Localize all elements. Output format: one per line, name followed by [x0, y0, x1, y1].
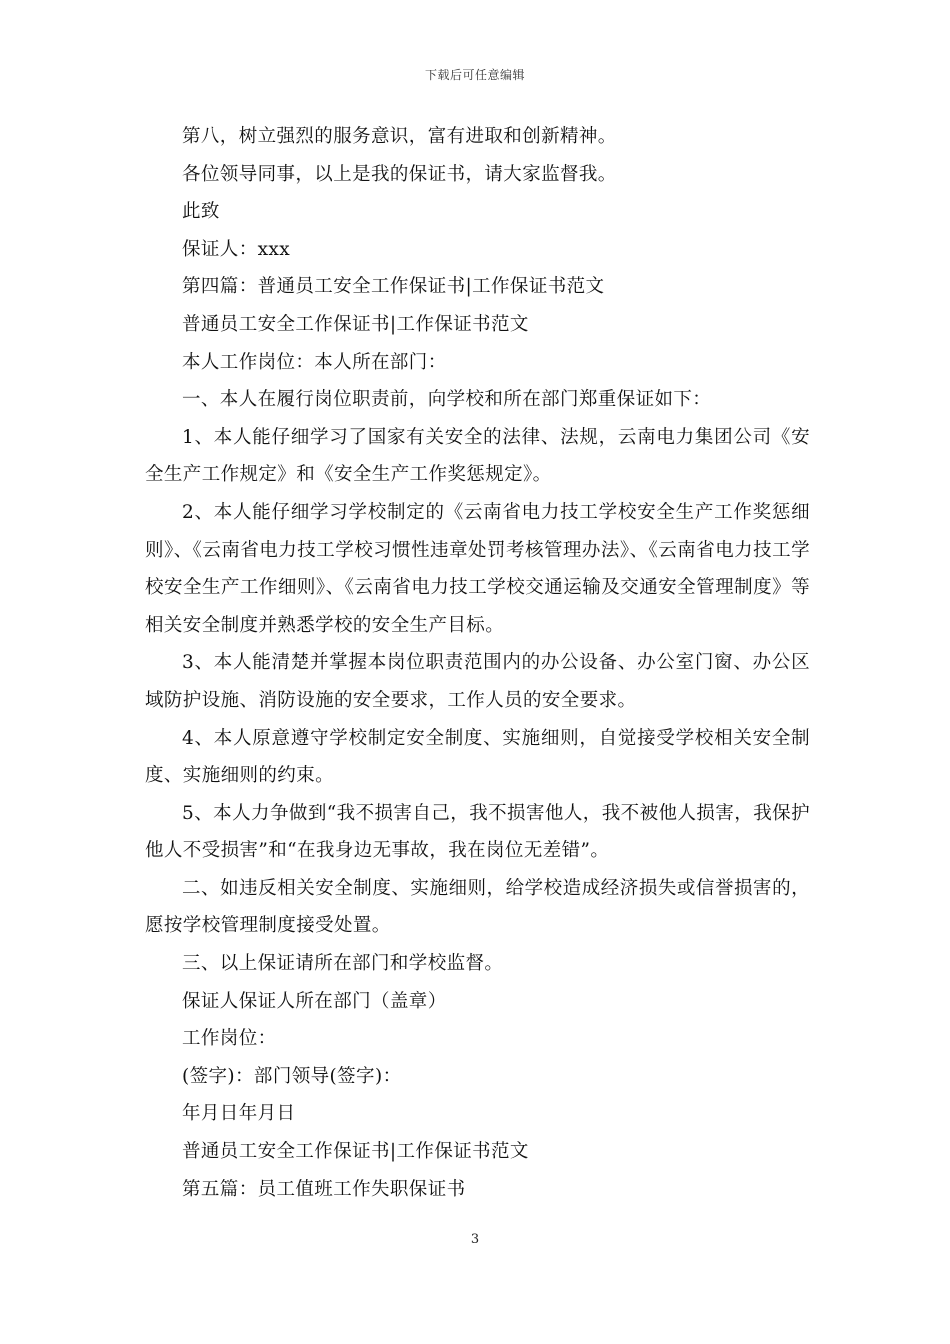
signature-line: (签字)：部门领导(签字)： — [182, 1065, 402, 1087]
paragraph: 保证人：xxx — [182, 238, 291, 260]
paragraph: 5、本人力争做到“我不损害自己，我不损害他人，我不被他人损害，我保护他人不受损害”和“在我身边无事故，我在岗位无差错”。 — [145, 802, 810, 862]
paragraph: 本人工作岗位：本人所在部门： — [182, 351, 447, 373]
date-line: 年月日年月日 — [182, 1103, 296, 1125]
document-body — [145, 118, 810, 1208]
paragraph: 此致 — [182, 201, 220, 223]
document-title: 普通员工安全工作保证书|工作保证书范文 — [182, 313, 529, 335]
section-heading: 第五篇：员工值班工作失职保证书 — [182, 1178, 466, 1200]
page-number: 3 — [470, 1232, 480, 1247]
paragraph: 4、本人原意遵守学校制定安全制度、实施细则，自觉接受学校相关安全制度、实施细则的约束。 — [145, 727, 810, 787]
paragraph: 2、本人能仔细学习学校制定的《云南省电力技工学校安全生产工作奖惩细则》、《云南省电力技工学校习惯性违章处罚考核管理办法》、《云南省电力技工学校安全生产工作细则》、《云南省电力技工学校交通运输及交通安全管理制度》等相关安全制度并熟悉学校的安全生产目标。 — [145, 501, 810, 636]
paragraph: 普通员工安全工作保证书|工作保证书范文 — [182, 1141, 529, 1163]
page-header: 下载后可任意编辑 — [424, 68, 525, 82]
paragraph: 各位领导同事，以上是我的保证书，请大家监督我。 — [182, 163, 617, 185]
paragraph: 一、本人在履行岗位职责前，向学校和所在部门郑重保证如下： — [182, 389, 712, 411]
signature-line: 保证人保证人所在部门（盖章） — [182, 990, 447, 1012]
paragraph: 二、如违反相关安全制度、实施细则，给学校造成经济损失或信誉损害的，愿按学校管理制度接受处置。 — [145, 877, 810, 937]
paragraph: 三、以上保证请所在部门和学校监督。 — [182, 953, 504, 975]
signature-line: 工作岗位： — [182, 1028, 277, 1050]
paragraph: 第八，树立强烈的服务意识，富有进取和创新精神。 — [182, 126, 617, 147]
section-heading: 第四篇：普通员工安全工作保证书|工作保证书范文 — [182, 276, 605, 298]
paragraph: 1、本人能仔细学习了国家有关安全的法律、法规，云南电力集团公司《安全生产工作规定》和《安全生产工作奖惩规定》。 — [145, 426, 810, 486]
paragraph: 3、本人能清楚并掌握本岗位职责范围内的办公设备、办公室门窗、办公区域防护设施、消防设施的安全要求，工作人员的安全要求。 — [145, 652, 810, 711]
